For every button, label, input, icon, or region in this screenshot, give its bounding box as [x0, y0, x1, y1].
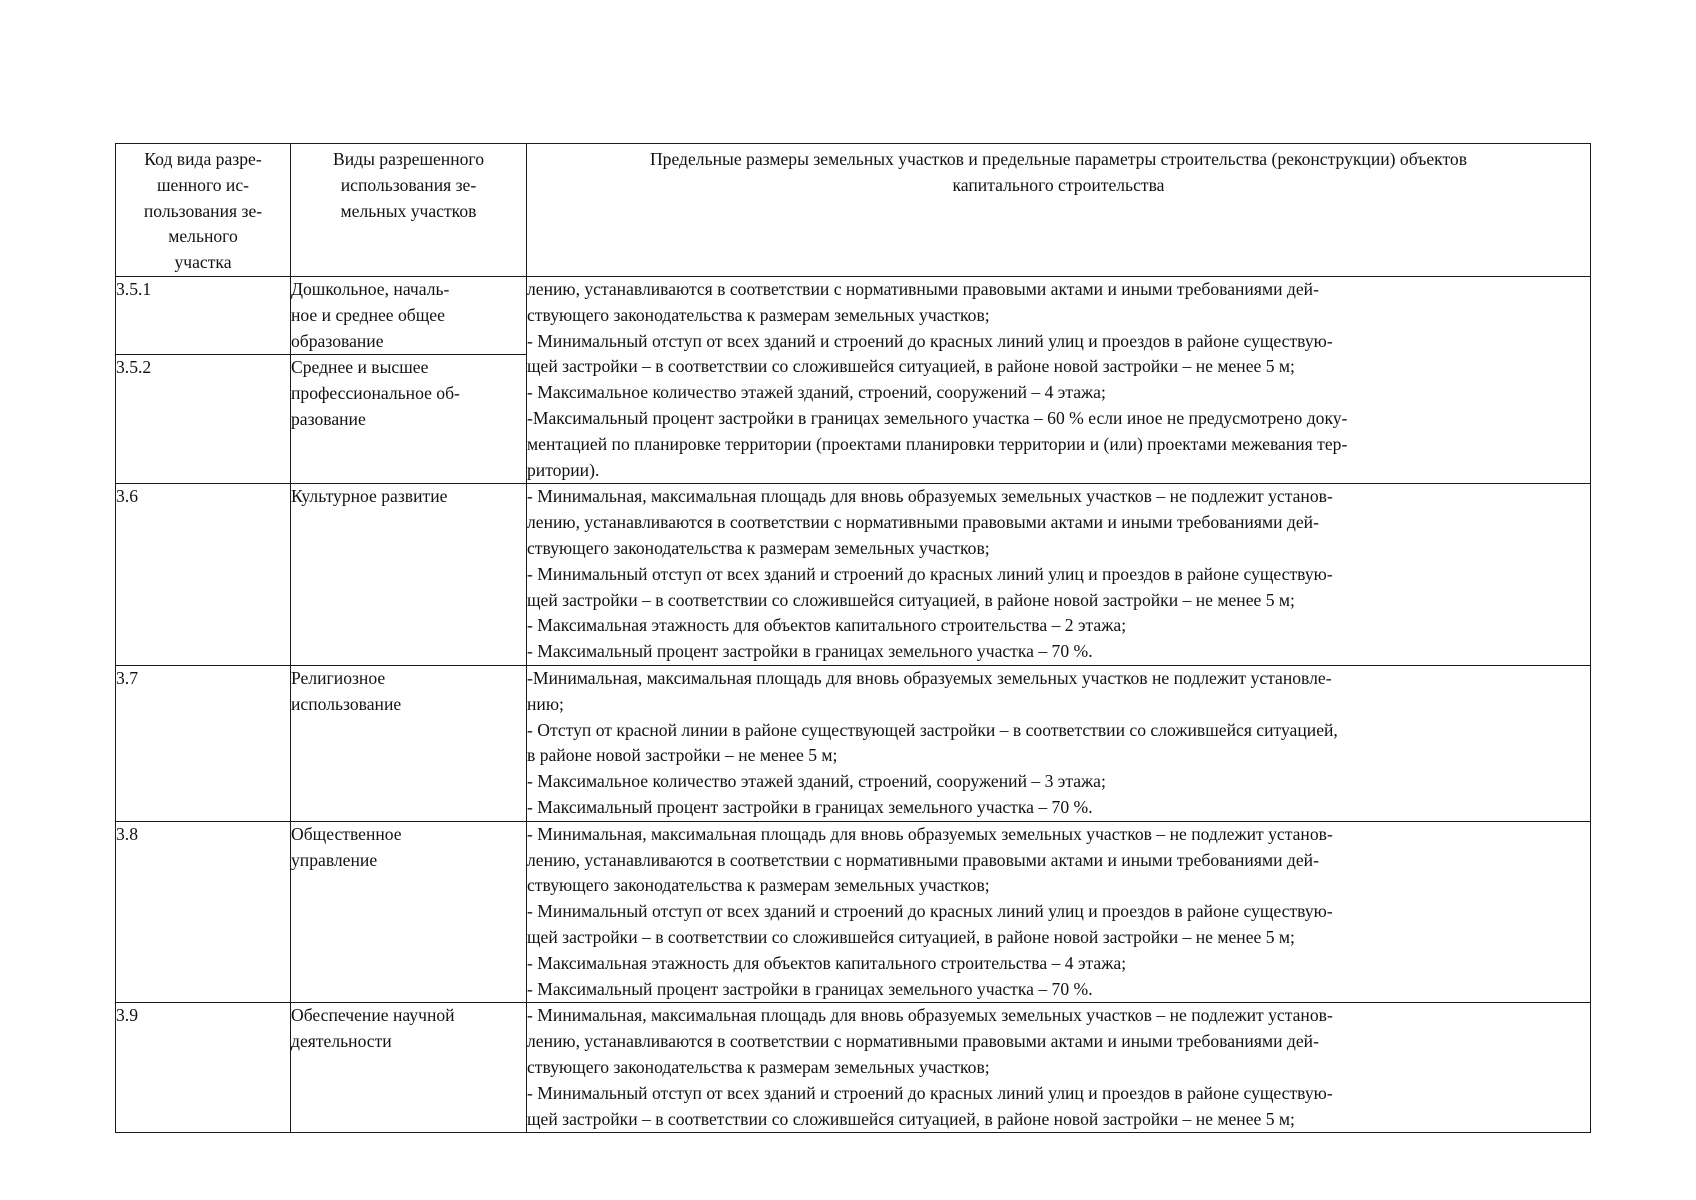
- requirement-line: ствующего законодательства к размерам земельных участков;: [527, 875, 990, 896]
- requirement-line: лению, устанавливаются в соответствии с нормативными правовыми актами и иными требованиями дей-: [527, 512, 1319, 533]
- row-use-name: [291, 484, 527, 666]
- header-params-line: Предельные размеры земельных участков и предельные параметры строительства (реконструкции) объектов: [649, 149, 1468, 169]
- requirement-line: - Минимальный отступ от всех зданий и строений до красных линий улиц и проездов в районе существую-: [527, 330, 1333, 351]
- requirement-line: - Минимальная, максимальная площадь для вновь образуемых земельных участков – не подлежит установ-: [527, 1005, 1333, 1026]
- row-requirements: [527, 276, 1591, 483]
- row-code: 3.9: [116, 1003, 291, 1133]
- requirement-line: щей застройки – в соответствии со сложившейся ситуацией, в районе новой застройки – не менее 5 м;: [527, 926, 1295, 947]
- requirement-line: - Минимальная, максимальная площадь для вновь образуемых земельных участков – не подлежит установ-: [527, 486, 1333, 507]
- table-row: [116, 276, 1591, 354]
- row-use-name-line: Среднее и высшее: [291, 357, 429, 378]
- row-use-name-line: разование: [291, 408, 366, 429]
- requirement-line: в районе новой застройки – не менее 5 м;: [527, 745, 838, 766]
- requirement-line: ствующего законодательства к размерам земельных участков;: [527, 537, 990, 558]
- header-code-line: пользования зе-: [143, 200, 263, 221]
- header-use-line: использования зе-: [340, 174, 477, 195]
- requirement-line: - Максимальное количество этажей зданий, строений, сооружений – 3 этажа;: [527, 771, 1106, 792]
- land-use-table: [115, 143, 1591, 1133]
- row-code: 3.6: [116, 484, 291, 666]
- requirement-line: - Минимальная, максимальная площадь для вновь образуемых земельных участков – не подлежит установ-: [527, 823, 1333, 844]
- row-use-name-line: Дошкольное, началь-: [291, 278, 450, 299]
- requirement-line: - Отступ от красной линии в районе существующей застройки – в соответствии со сложившейся ситуацией,: [527, 719, 1338, 740]
- requirement-line: щей застройки – в соответствии со сложившейся ситуацией, в районе новой застройки – не менее 5 м;: [527, 589, 1295, 610]
- row-use-name-line: Религиозное: [291, 667, 386, 688]
- requirement-line: нию;: [527, 693, 564, 714]
- requirement-line: - Максимальный процент застройки в границах земельного участка – 70 %.: [527, 641, 1093, 662]
- requirement-line: ствующего законодательства к размерам земельных участков;: [527, 1056, 990, 1077]
- table-row: [116, 821, 1591, 1003]
- row-use-name-line: деятельности: [291, 1031, 392, 1052]
- requirement-line: ментацией по планировке территории (проектами планировки территории и (или) проектами межевания тер-: [527, 433, 1348, 454]
- requirement-line: щей застройки – в соответствии со сложившейся ситуацией, в районе новой застройки – не менее 5 м;: [527, 356, 1295, 377]
- requirement-line: - Максимальная этажность для объектов капитального строительства – 2 этажа;: [527, 615, 1127, 636]
- row-use-name-line: Культурное развитие: [291, 486, 448, 507]
- row-requirements: [527, 1003, 1591, 1133]
- row-requirements: [527, 821, 1591, 1003]
- header-code-line: Код вида разре-: [144, 149, 262, 169]
- row-use-name: [291, 1003, 527, 1133]
- requirement-line: - Максимальное количество этажей зданий, строений, сооружений – 4 этажа;: [527, 382, 1106, 403]
- requirement-line: - Максимальный процент застройки в границах земельного участка – 70 %.: [527, 796, 1093, 817]
- header-code-line: участка: [174, 252, 232, 273]
- row-code: 3.5.2: [116, 355, 291, 484]
- requirement-line: ствующего законодательства к размерам земельных участков;: [527, 304, 990, 325]
- requirement-line: лению, устанавливаются в соответствии с нормативными правовыми актами и иными требованиями дей-: [527, 1031, 1319, 1052]
- row-use-name-line: ное и среднее общее: [291, 304, 445, 325]
- row-use-name-line: Обеспечение научной: [291, 1005, 455, 1026]
- row-use-name: [291, 821, 527, 1003]
- requirement-line: ритории).: [527, 459, 600, 480]
- requirement-line: - Минимальный отступ от всех зданий и строений до красных линий улиц и проездов в районе существую-: [527, 1082, 1333, 1103]
- header-use-line: Виды разрешенного: [332, 149, 485, 169]
- requirement-line: - Минимальный отступ от всех зданий и строений до красных линий улиц и проездов в районе существую-: [527, 901, 1333, 922]
- requirement-line: -Максимальный процент застройки в границах земельного участка – 60 % если иное не предусмотрено доку-: [527, 407, 1348, 428]
- header-use: [291, 144, 527, 277]
- requirement-line: щей застройки – в соответствии со сложившейся ситуацией, в районе новой застройки – не менее 5 м;: [527, 1108, 1295, 1129]
- requirement-line: - Минимальный отступ от всех зданий и строений до красных линий улиц и проездов в районе существую-: [527, 563, 1333, 584]
- requirement-line: - Максимальная этажность для объектов капитального строительства – 4 этажа;: [527, 952, 1127, 973]
- requirement-line: -Минимальная, максимальная площадь для вновь образуемых земельных участков не подлежит установле-: [527, 667, 1332, 688]
- header-code: [116, 144, 291, 277]
- header-code-line: мельного: [168, 226, 238, 247]
- header-code-line: шенного ис-: [156, 174, 250, 195]
- table-header-row: [116, 144, 1591, 277]
- row-requirements: [527, 484, 1591, 666]
- requirement-line: лению, устанавливаются в соответствии с нормативными правовыми актами и иными требованиями дей-: [527, 278, 1319, 299]
- table-row: [116, 665, 1591, 821]
- row-code: 3.7: [116, 665, 291, 821]
- row-code: 3.8: [116, 821, 291, 1003]
- header-params-line: капитального строительства: [952, 174, 1165, 195]
- requirement-line: лению, устанавливаются в соответствии с нормативными правовыми актами и иными требованиями дей-: [527, 849, 1319, 870]
- row-code: 3.5.1: [116, 276, 291, 354]
- header-use-line: мельных участков: [340, 200, 477, 221]
- table-row: [116, 1003, 1591, 1133]
- row-use-name-line: управление: [291, 849, 378, 870]
- row-use-name-line: профессиональное об-: [291, 383, 460, 404]
- row-use-name: [291, 276, 527, 354]
- row-use-name: [291, 355, 527, 484]
- row-use-name-line: использование: [291, 693, 402, 714]
- row-use-name: [291, 665, 527, 821]
- table-row: [116, 484, 1591, 666]
- row-requirements: [527, 665, 1591, 821]
- row-use-name-line: Общественное: [291, 823, 402, 844]
- header-params: [527, 144, 1591, 277]
- requirement-line: - Максимальный процент застройки в границах земельного участка – 70 %.: [527, 978, 1093, 999]
- row-use-name-line: образование: [291, 330, 384, 351]
